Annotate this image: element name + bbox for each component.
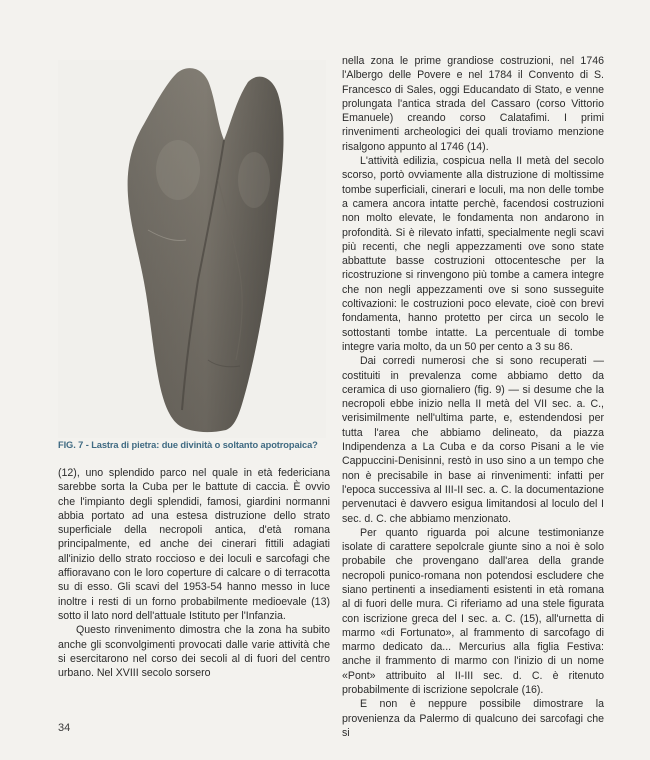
figure-caption: FIG. 7 - Lastra di pietra: due divinità o soltanto apotropaica? [58,440,318,450]
paragraph: L'attività edilizia, cospicua nella II metà del secolo scorso, portò ovviamente alla distruzione di moltissime tombe superficiali, cinerari e loculi, ma non delle tombe a camera ancora intatte perchè, facendosi costruzioni non molto elevate, le fondamenta non andarono in profondità. Si è rilevato infatti, specialmente negli scavi più recenti, che negli appezzamenti ove sono state abbattute basse costruzioni ottocentesche per la ricostruzione si rinvengono più tombe a camera integre che non negli appezzamenti ove si sono susseguite coltivazioni: le costruzioni poco elevate, cioè con brevi fondamenta, hanno protetto per circa un secolo le sottostanti tombe intatte. La percentuale di tombe integre varia molto, da un 50 per cento a 3 su 86. [342,155,604,353]
paragraph: Questo rinvenimento dimostra che la zona ha subito anche gli sconvolgimenti provocati dalle varie attività che si esercitarono nel corso dei secoli al di fuori del centro urbano. Nel XVIII secolo sorsero [58,624,330,680]
paragraph: nella zona le prime grandiose costruzioni, nel 1746 l'Albergo delle Povere e nel 1784 il Convento di S. Francesco di Sales, oggi Educandato di Stato, e venne prolungata l'antica strada del Cassaro (corso Vittorio Emanuele) creando corso Calatafimi. I primi rinvenimenti archeologici dei quali troviamo menzione risalgono appunto al 1746 (14). [342,55,604,153]
paragraph: Per quanto riguarda poi alcune testimonianze isolate di carattere sepolcrale giunte sino a noi è solo probabile che provengano dall'area della grande necropoli punico-romana non potendosi escludere che siano pertinenti a insediamenti esistenti in età romana al di fuori delle mura. Ci riferiamo ad una stele figurata con iscrizione greca del I sec. a. C. (15), all'urnetta di marmo «di Fortunato», al frammento di sarcofago di marmo dedicato da... Mercurius alla figlia Festiva: anche il frammento di marmo con l'inizio di un nome «Pont» attribuito al II-III sec. d. C. è ritenuto probabilmente di iscrizione sepolcrale (16). [342,526,604,697]
right-text-column [342,54,604,740]
page-number: 34 [58,722,71,734]
stone-slab-photo [58,60,326,438]
stone-slab-image [58,60,326,438]
paragraph: Dai corredi numerosi che si sono recuperati — costituiti in prevalenza come abbiamo detto da ceramica di uso giornaliero (fig. 9) — si desume che la necropoli ebbe inizio nella II metà del VII sec. a. C., verisimilmente nell'ultima parte, e, estendendosi per tutta l'area che abbiamo delineato, da piazza Indipendenza a La Cuba e da corso Pisani a le vie Cappuccini-Denisinni, restò in uso sino a un tempo che non è precisabile in base ai rinvenimenti: infatti per l'epoca successiva al III-II sec. a. C. la documentazione pervenutaci è davvero esigua limitandosi al loculo del I sec. d. C. che abbiamo menzionato. [342,355,604,525]
left-text-column [58,466,330,680]
paragraph: (12), uno splendido parco nel quale in età federiciana sarebbe sorta la Cuba per le battute di caccia. È ovvio che l'impianto degli splendidi, famosi, giardini normanni abbia portato ad una estesa distruzione dello strato superficiale della necropoli antica, d'età romana principalmente, ed anche dei cinerari fittili adagiati all'inizio dello strato roccioso e dei loculi e sarcofagi che affioravano con le loro coperture di calcare o di terracotta su di esso. Gli scavi del 1953-54 hanno messo in luce inoltre i resti di un forno probabilmente medioevale (13) sotto il lato nord dell'attuale Istituto per l'Infanzia. [58,467,330,622]
paragraph: E non è neppure possibile dimostrare la provenienza da Palermo di qualcuno dei sarcofagi che si [342,698,604,739]
